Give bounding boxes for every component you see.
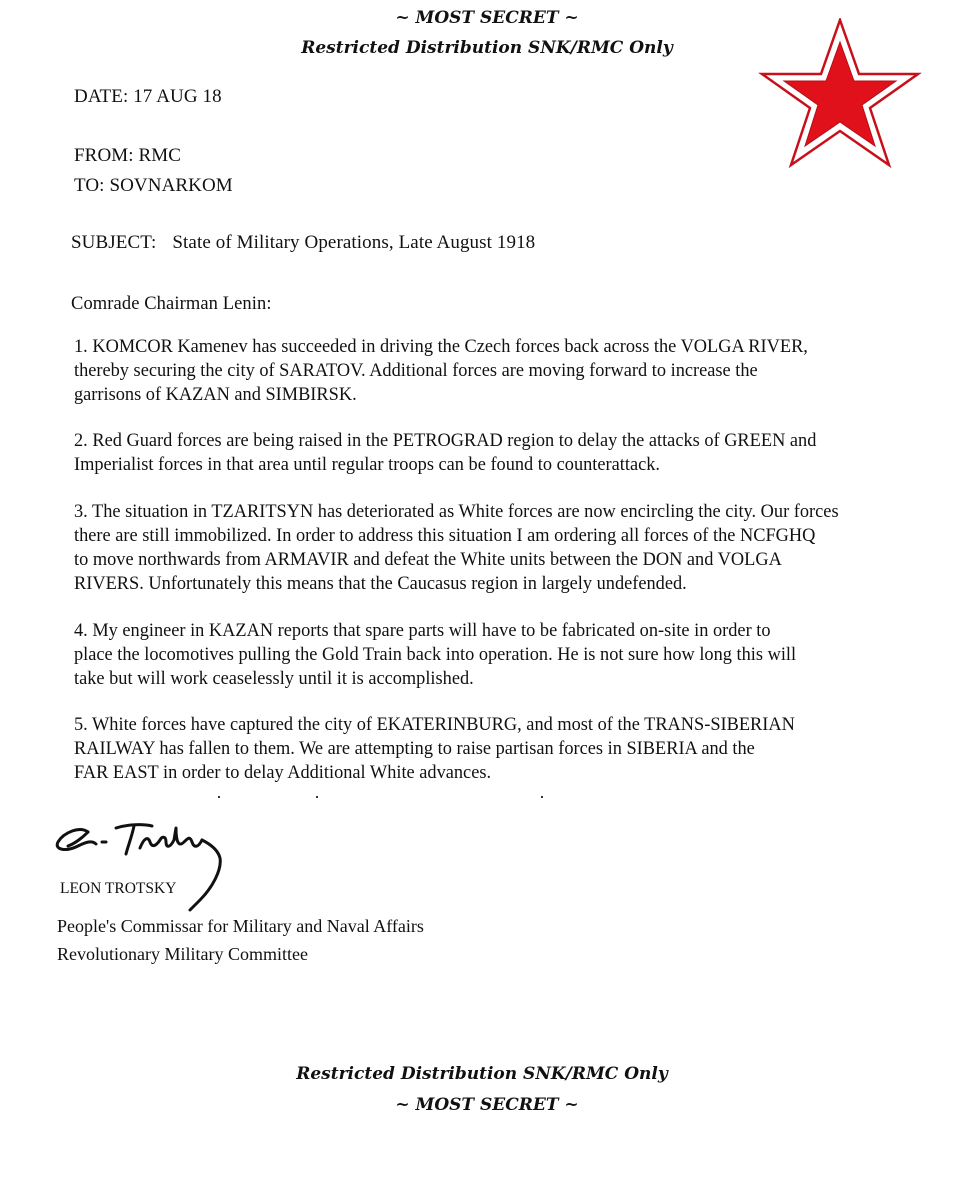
paragraph-line: 3. The situation in TZARITSYN has deteriorated as White forces are now encircling the city. Our forces: [74, 501, 839, 522]
subject-field: [71, 232, 535, 254]
date-value: 17 AUG 18: [133, 86, 222, 107]
paragraph-line: RIVERS. Unfortunately this means that the Caucasus region in largely undefended.: [74, 573, 687, 594]
paragraph-line: thereby securing the city of SARATOV. Additional forces are moving forward to increase the: [74, 360, 758, 381]
red-star-icon: [758, 18, 922, 168]
signatory-organization: Revolutionary Military Committee: [57, 944, 308, 964]
from-label: FROM:: [74, 145, 134, 166]
paragraph-line: 2. Red Guard forces are being raised in the PETROGRAD region to delay the attacks of GREEN and: [74, 430, 817, 451]
from-field: [74, 145, 181, 167]
classification-bottom: ~ MOST SECRET ~: [395, 1095, 579, 1115]
paragraph-line: Imperialist forces in that area until regular troops can be found to counterattack.: [74, 454, 660, 475]
paragraph-line: 4. My engineer in KAZAN reports that spare parts will have to be fabricated on-site in order to: [74, 620, 771, 641]
handwritten-signature-icon: [52, 818, 242, 913]
date-label: DATE:: [74, 86, 129, 107]
from-value: RMC: [138, 145, 182, 166]
distribution-top: Restricted Distribution SNK/RMC Only: [301, 38, 673, 58]
paragraph-3: [74, 500, 923, 596]
scan-artifact-dots: [0, 796, 964, 802]
paragraph-line: RAILWAY has fallen to them. We are attempting to raise partisan forces in SIBERIA and the: [74, 738, 755, 759]
signatory-name: LEON TROTSKY: [60, 880, 177, 897]
salutation: Comrade Chairman Lenin:: [71, 294, 272, 314]
distribution-bottom: Restricted Distribution SNK/RMC Only: [296, 1064, 668, 1084]
paragraph-line: there are still immobilized. In order to address this situation I am ordering all forces of the NCFGHQ: [74, 525, 816, 546]
paragraph-line: 5. White forces have captured the city of EKATERINBURG, and most of the TRANS-SIBERIAN: [74, 714, 795, 735]
paragraph-line: to move northwards from ARMAVIR and defeat the White units between the DON and VOLGA: [74, 549, 782, 570]
to-field: [74, 175, 233, 197]
paragraph-5: [74, 713, 923, 785]
signatory-title: People's Commissar for Military and Naval Affairs: [57, 916, 424, 936]
paragraph-4: [74, 619, 923, 691]
to-label: TO:: [74, 175, 105, 196]
paragraph-1: [74, 335, 923, 407]
paragraph-line: take but will work ceaselessly until it is accomplished.: [74, 668, 474, 689]
paragraph-line: 1. KOMCOR Kamenev has succeeded in driving the Czech forces back across the VOLGA RIVER,: [74, 336, 808, 357]
to-value: SOVNARKOM: [109, 175, 233, 196]
paragraph-line: place the locomotives pulling the Gold Train back into operation. He is not sure how long this will: [74, 644, 797, 665]
classification-top: ~ MOST SECRET ~: [395, 8, 579, 28]
subject-label: SUBJECT:: [71, 232, 157, 253]
paragraph-line: garrisons of KAZAN and SIMBIRSK.: [74, 384, 357, 405]
subject-value: State of Military Operations, Late August 1918: [172, 232, 536, 253]
paragraph-line: FAR EAST in order to delay Additional White advances.: [74, 762, 492, 783]
paragraph-2: [74, 429, 923, 477]
date-field: [74, 86, 222, 108]
